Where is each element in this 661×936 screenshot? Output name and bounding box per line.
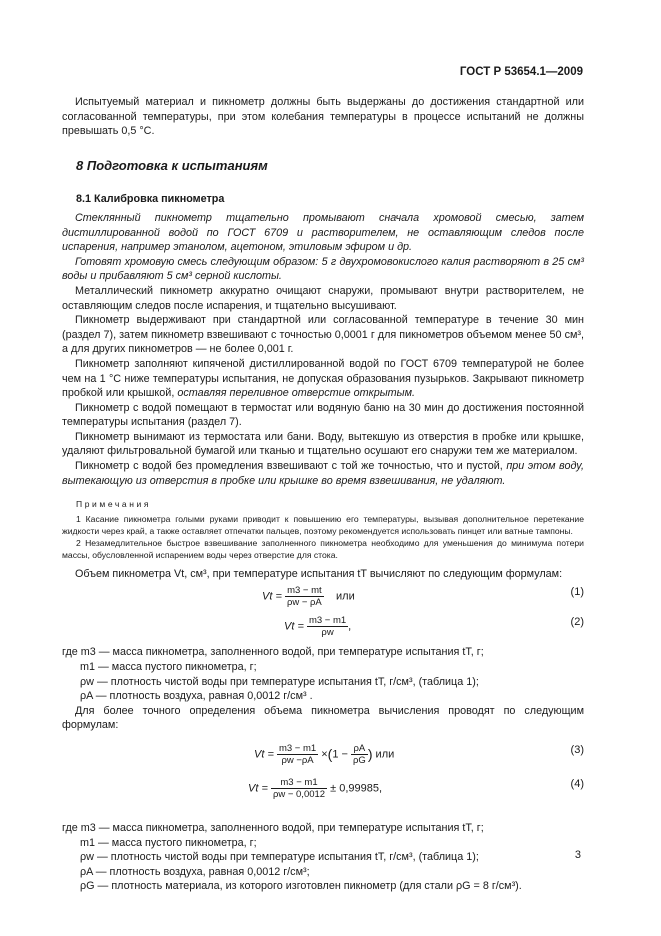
definitions-2	[62, 821, 584, 894]
document-header: ГОСТ Р 53654.1—2009	[459, 66, 583, 78]
formula-3-times: ×	[321, 748, 328, 761]
formula-2-numerator: m3 − m1	[308, 615, 347, 627]
formula-3-inner: 1 −	[332, 748, 348, 761]
paragraph-5: Пикнометр вынимают из термостата или бани. Воду, вытекшую из отверстия в пробке или крышке, удаляют фильтровальной бумагой или тканью и тщательно осушают его снаружи тем же материалом.	[62, 430, 584, 458]
definition-item: где m3 — масса пикнометра, заполненного водой, при температуре испытания tT, г;	[62, 822, 484, 834]
definition-item: ρA — плотность воздуха, равная 0,0012 г/см³ .	[80, 690, 313, 703]
definition-item: ρA — плотность воздуха, равная 0,0012 г/см³;	[80, 865, 310, 878]
paragraph-2: Пикнометр выдерживают при стандартной или согласованной температуре в течение 30 мин (раздел 7), затем пикнометр взвешивают с точностью 0,0001 г для пикнометров объемом менее 50 см³, а для других пикнометров — не более 0,001 г.	[62, 314, 584, 356]
paragraph-3	[62, 357, 584, 401]
definition-item: m1 — масса пустого пикнометра, г;	[80, 661, 257, 674]
formula-1-fraction	[285, 585, 324, 608]
definition-item: ρw — плотность чистой воды при температуре испытания tT, г/см³, (таблица 1);	[80, 675, 479, 688]
formula-3-fraction	[277, 743, 318, 766]
formula-3-inner-numerator: ρA	[351, 743, 368, 755]
formula-1-numerator: m3 − mt	[285, 585, 324, 597]
formula-2-expression	[284, 615, 351, 638]
note-1: 1 Касание пикнометра голыми руками приводит к повышению его температуры, вызывая дополнительное перетекание жидкости через край, а также оставляет отпечатки пальцев, поэтому рекомендуется использовать пинцет или ватные тампоны.	[62, 513, 584, 536]
formula-4-tail: ± 0,99985,	[330, 782, 383, 795]
formula-3-denominator: ρw −ρA	[281, 755, 314, 766]
paragraph-italic-2: Готовят хромовую смесь следующим образом: 5 г двухромовокислого калия растворяют в 25 см³ воды и прибавляют 5 см³ серной кислоты.	[62, 255, 584, 283]
page-number: 3	[574, 849, 581, 861]
formula-2-tail: ,	[348, 620, 352, 633]
notes-title: Примечания	[76, 499, 152, 510]
formula-1	[62, 581, 584, 611]
formula-2-number: (2)	[570, 616, 584, 629]
formula-1-number: (1)	[570, 586, 584, 599]
formula-4-expression	[248, 777, 382, 800]
formula-2-lhs: Vt =	[284, 620, 304, 633]
definition-item: m1 — масса пустого пикнометра, г;	[80, 836, 257, 849]
section-title: 8 Подготовка к испытаниям	[76, 157, 268, 173]
formula-2	[62, 611, 584, 641]
formula-3-paren-open: (	[327, 746, 333, 763]
paragraph-more-precise: Для более точного определения объема пикнометра вычисления проводят по следующим формулам:	[62, 704, 584, 732]
formula-1-tail: или	[336, 590, 355, 603]
intro-paragraph: Испытуемый материал и пикнометр должны быть выдержаны до достижения стандартной или согласованной температуры, при этом колебания температуры в процессе испытаний не должны превышать 0,5 °С.	[62, 96, 584, 138]
paragraph-6-italic: при этом воду, вытекающую из отверстия в пробке или крышке во время взвешивания, не удаляют.	[62, 460, 584, 487]
definition-item: ρG — плотность материала, из которого изготовлен пикнометр (для стали ρG = 8 г/см³).	[80, 880, 522, 893]
definition-item: ρw — плотность чистой воды при температуре испытания tT, г/см³, (таблица 1);	[80, 851, 479, 864]
paragraph-1: Металлический пикнометр аккуратно очищают снаружи, промывают внутри растворителем, не оставляющим следов после испарения, и тщательно высушивают.	[62, 284, 584, 312]
formula-2-fraction	[307, 615, 348, 638]
paragraph-italic-1: Стеклянный пикнометр тщательно промывают сначала хромовой смесью, затем дистиллированной водой по ГОСТ 6709 и растворителем, не оставляющим следов после испарения, например этанолом, ацетоном, этиловым эфиром и др.	[62, 211, 584, 254]
formula-1-lhs: Vt =	[262, 590, 282, 603]
formula-4-lhs: Vt =	[248, 782, 268, 795]
formula-3-expression	[254, 743, 394, 766]
definitions-1	[62, 645, 584, 703]
formula-4-numerator: m3 − m1	[271, 777, 327, 789]
paragraph-6	[62, 459, 584, 488]
subsection-title: 8.1 Калибровка пикнометра	[76, 193, 225, 206]
formula-3-inner-fraction	[351, 743, 368, 766]
formula-4-fraction	[271, 777, 327, 800]
formula-4-number: (4)	[570, 778, 584, 790]
formula-2-denominator: ρw	[321, 627, 334, 639]
formula-3-tail: или	[375, 748, 395, 761]
paragraph-4: Пикнометр с водой помещают в термостат или водяную баню на 30 мин до достижения постоянной температуры испытания (раздел 7).	[62, 401, 584, 429]
paragraph-3-text: Пикнометр заполняют кипяченой дистиллированной водой по ГОСТ 6709 температурой не более чем на 1 °С ниже температуры испытания, не допуская образования пузырьков. Закрывают пикнометр пробкой или крышкой,	[62, 357, 584, 400]
formula-3-number: (3)	[570, 744, 584, 756]
note-2: 2 Незамедлительное быстрое взвешивание заполненного пикнометра необходимо для уменьшения до минимума потери массы, обусловленной испарением воды через отверстие для стока.	[62, 537, 584, 560]
formula-3-paren-close: )	[367, 746, 373, 763]
paragraph-3-italic: оставляя переливное отверстие открытым.	[177, 387, 415, 400]
formula-4	[62, 773, 584, 817]
paragraph-6-text: Пикнометр с водой без промедления взвешивают с той же точностью, что и пустой,	[75, 460, 507, 473]
definition-item: где m3 — масса пикнометра, заполненного водой, при температуре испытания tT, г;	[62, 646, 484, 659]
document-body	[62, 95, 584, 894]
formula-intro: Объем пикнометра Vt, см³, при температуре испытания tT вычисляют по следующим формулам:	[75, 567, 563, 580]
formula-3-lhs: Vt =	[254, 748, 274, 761]
formula-3	[62, 739, 584, 773]
formula-4-denominator: ρw − 0,0012	[272, 789, 326, 800]
formula-3-numerator: m3 − m1	[278, 743, 317, 754]
formula-1-denominator: ρw − ρA	[286, 597, 322, 609]
formula-1-expression	[262, 585, 355, 608]
formula-3-inner-denominator: ρG	[353, 755, 366, 766]
